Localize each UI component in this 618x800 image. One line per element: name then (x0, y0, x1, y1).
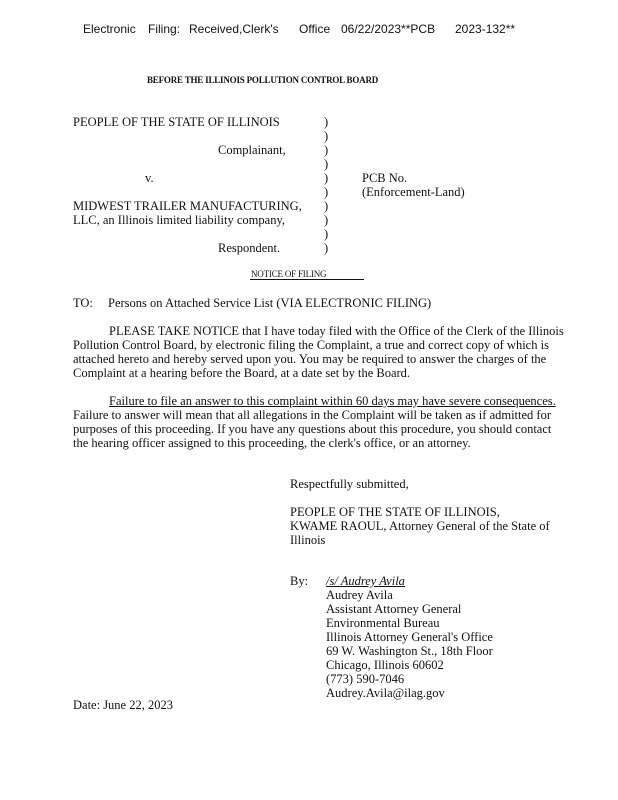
signatory-organization (290, 505, 550, 547)
stamp-case-number: 2023-132** (455, 22, 516, 36)
org-line: Illinois (290, 533, 326, 547)
to-recipients: Persons on Attached Service List (VIA ELECTRONIC FILING) (108, 296, 432, 310)
pcb-number: PCB No. (362, 171, 408, 185)
paren: ) (324, 199, 329, 213)
paragraph-line: PLEASE TAKE NOTICE that I have today filed with the Office of the Clerk of the Illinois (109, 324, 564, 338)
attorney-city: Chicago, Illinois 60602 (326, 658, 444, 672)
attorney-title: Assistant Attorney General (326, 602, 462, 616)
attorney-name: Audrey Avila (326, 588, 393, 602)
paragraph-line: Failure to answer will mean that all allegations in the Complaint will be taken as if admitted for (73, 408, 552, 422)
to-label: TO: (73, 296, 93, 310)
closing: Respectfully submitted, (290, 477, 409, 491)
paragraph-line: attached hereto and hereby served upon you. You may be required to answer the charges of the (73, 352, 547, 366)
attorney-office: Illinois Attorney General's Office (326, 630, 493, 644)
attorney-email: Audrey.Avila@ilag.gov (326, 686, 445, 700)
paragraph-line: Complaint at a hearing before the Board, at a date set by the Board. (73, 366, 411, 380)
notice-heading: NOTICE OF FILING (251, 269, 327, 279)
electronic-signature: /s/ Audrey Avila (326, 574, 405, 588)
enforcement-type: (Enforcement-Land) (362, 185, 465, 199)
by-label: By: (290, 574, 309, 588)
paren: ) (324, 143, 329, 157)
attorney-bureau: Environmental Bureau (326, 616, 440, 630)
stamp-date: 06/22/2023**PCB (341, 22, 436, 36)
notice-paragraph (73, 324, 564, 380)
caption-parentheses (324, 115, 328, 255)
paren: ) (324, 227, 329, 241)
stamp-received: Received,Clerk's (189, 22, 279, 36)
board-heading: BEFORE THE ILLINOIS POLLUTION CONTROL BOARD (147, 75, 379, 85)
stamp-electronic: Electronic (83, 22, 136, 36)
paren: ) (324, 129, 329, 143)
attorney-block (326, 574, 493, 700)
paren: ) (324, 213, 329, 227)
notice-heading-rule (250, 279, 364, 280)
paren: ) (324, 157, 329, 171)
paren: ) (324, 241, 329, 255)
date-line: Date: June 22, 2023 (73, 698, 173, 712)
paren: ) (324, 171, 329, 185)
org-line: KWAME RAOUL, Attorney General of the State of (290, 519, 550, 533)
stamp-office: Office (299, 22, 331, 36)
attorney-street: 69 W. Washington St., 18th Floor (326, 644, 493, 658)
paren: ) (324, 185, 329, 199)
org-line: PEOPLE OF THE STATE OF ILLINOIS, (290, 505, 500, 519)
failure-paragraph (73, 394, 556, 450)
defendant-name-line1: MIDWEST TRAILER MANUFACTURING, (73, 199, 302, 213)
versus-label: v. (145, 171, 154, 185)
plaintiff-name: PEOPLE OF THE STATE OF ILLINOIS (73, 115, 280, 129)
paren: ) (324, 115, 329, 129)
stamp-filing: Filing: (148, 22, 181, 36)
complainant-label: Complainant, (218, 143, 286, 157)
failure-warning: Failure to file an answer to this complaint within 60 days may have severe consequences. (109, 394, 556, 408)
paragraph-line: the hearing officer assigned to this proceeding, the clerk's office, or an attorney. (73, 436, 471, 450)
attorney-phone: (773) 590-7046 (326, 672, 405, 686)
paragraph-line: Pollution Control Board, by electronic filing the Complaint, a true and correct copy of which is (73, 338, 549, 352)
defendant-name-line2: LLC, an Illinois limited liability company, (73, 213, 286, 227)
paragraph-line: purposes of this proceeding. If you have any questions about this procedure, you should contact (73, 422, 552, 436)
respondent-label: Respondent. (218, 241, 281, 255)
